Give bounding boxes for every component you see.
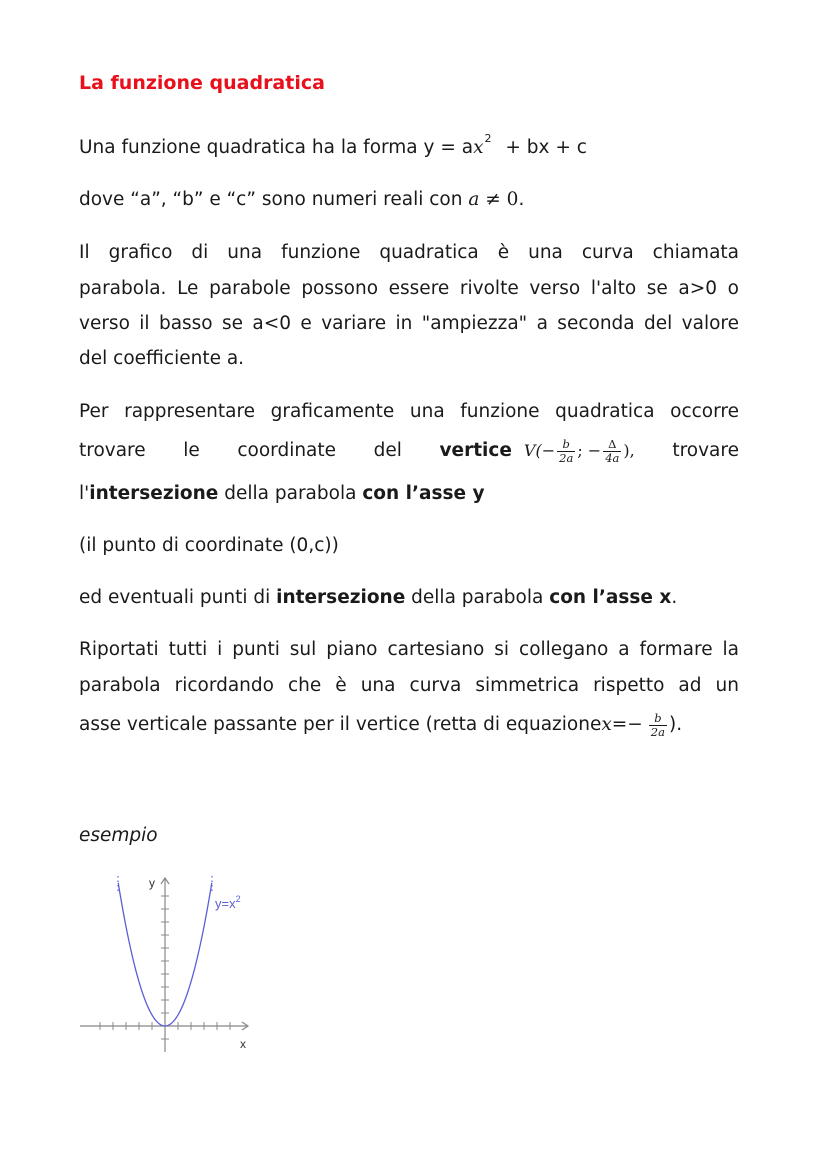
l3-bold-asse-y: con l’asse y bbox=[362, 483, 485, 504]
x-int-bold-intersezione: intersezione bbox=[276, 587, 406, 608]
x-axis-label: x bbox=[240, 1037, 246, 1051]
formula-x: x bbox=[473, 137, 484, 158]
condition-period: . bbox=[518, 189, 525, 210]
paragraph-x-intersections bbox=[79, 580, 739, 616]
formula-prefix: y = a bbox=[423, 137, 474, 158]
fraction-denominator: 2a bbox=[559, 450, 574, 465]
word-coordinate: coordinate bbox=[237, 440, 337, 461]
plot-paragraph-line-3 bbox=[79, 707, 739, 743]
axis-x: x bbox=[601, 714, 612, 735]
y-axis-label: y bbox=[149, 876, 155, 890]
coefficients-text: dove “a”, “b” e “c” sono numeri reali con bbox=[79, 189, 469, 210]
paragraph-coefficients bbox=[79, 182, 739, 218]
plot-paragraph-line-2: parabola ricordando che è una curva simmetrica rispetto ad un bbox=[79, 675, 739, 696]
fraction-denominator: 4a bbox=[605, 450, 620, 465]
parabola-graph bbox=[78, 866, 268, 1066]
word-vertice: vertice bbox=[439, 440, 512, 461]
l3-bold-intersezione: intersezione bbox=[89, 483, 219, 504]
word-trovare: trovare bbox=[79, 440, 146, 461]
x-int-bold-asse-x: con l’asse x bbox=[549, 587, 672, 608]
axis-text: asse verticale passante per il vertice (retta di equazione bbox=[79, 714, 602, 735]
axis-equals: =− bbox=[611, 714, 643, 735]
word-trovare-2: trovare bbox=[672, 440, 739, 461]
paragraph-definition bbox=[79, 130, 739, 168]
paragraph-point: (il punto di coordinate (0,c)) bbox=[79, 535, 339, 556]
fraction-b-over-2a bbox=[557, 438, 575, 465]
example-label: esempio bbox=[79, 825, 158, 846]
vertex-close: ), bbox=[623, 441, 635, 460]
vertex-formula bbox=[439, 433, 634, 469]
page-title: La funzione quadratica bbox=[79, 72, 325, 94]
vertex-open: V(− bbox=[523, 441, 556, 460]
graph-paragraph-line-2: parabola. Le parabole possono essere rivolte verso l'alto se a>0 o bbox=[79, 278, 739, 299]
fraction-numerator: Δ bbox=[608, 436, 617, 451]
steps-paragraph-line-1: Per rappresentare graficamente una funzione quadratica occorre bbox=[79, 401, 739, 422]
word-del: del bbox=[373, 440, 402, 461]
fraction-delta-over-4a bbox=[603, 438, 621, 465]
curve-label-exponent: 2 bbox=[235, 894, 241, 904]
fraction-b-over-2a-axis bbox=[649, 712, 667, 739]
x-int-end: . bbox=[671, 587, 678, 608]
steps-paragraph-line-3 bbox=[79, 476, 739, 512]
fraction-numerator: b bbox=[654, 710, 662, 725]
l3-prefix: l' bbox=[79, 483, 90, 504]
condition-rest: ≠ 0 bbox=[479, 189, 519, 210]
curve-label-base: y=x bbox=[215, 896, 236, 911]
x-int-prefix: ed eventuali punti di bbox=[79, 587, 277, 608]
graph-paragraph-line-4: del coefficiente a. bbox=[79, 348, 245, 369]
definition-text: Una funzione quadratica ha la forma bbox=[79, 137, 424, 158]
l3-middle: della parabola bbox=[218, 483, 363, 504]
fraction-numerator: b bbox=[562, 436, 570, 451]
steps-paragraph-line-2 bbox=[79, 433, 739, 469]
graph-paragraph-line-3: verso il basso se a<0 e variare in "ampiezza" a seconda del valore bbox=[79, 313, 739, 334]
formula-suffix: + bx + c bbox=[505, 137, 587, 158]
condition-a: a bbox=[468, 189, 480, 210]
curve-label bbox=[215, 894, 241, 911]
graph-paragraph-line-1: Il grafico di una funzione quadratica è una curva chiamata bbox=[79, 242, 739, 263]
axis-close: ). bbox=[668, 714, 683, 735]
formula-exponent: 2 bbox=[484, 132, 492, 145]
fraction-denominator: 2a bbox=[650, 724, 665, 739]
word-le: le bbox=[183, 440, 200, 461]
vertex-separator: ; − bbox=[577, 441, 602, 460]
plot-paragraph-line-1: Riportati tutti i punti sul piano cartesiano si collegano a formare la bbox=[79, 639, 739, 660]
x-int-middle: della parabola bbox=[405, 587, 550, 608]
